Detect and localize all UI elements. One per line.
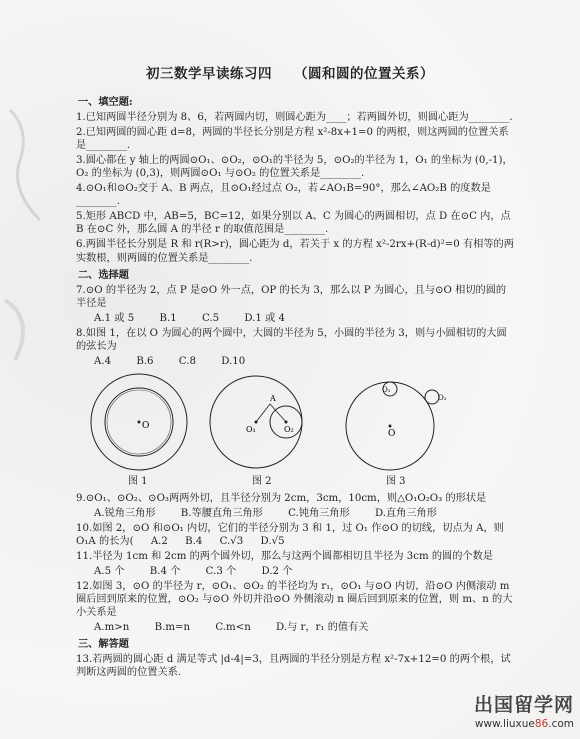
q10-text: 10.如图 2，⊙O 和⊙O₁ 内切，它们的半径分别为 3 和 1，过 O₁ 作⊙O 的切线，切点为 A，则 O₁A 的长为(	[76, 522, 504, 548]
margin-scribble-decoration	[0, 0, 70, 739]
q9-option-c: C.钝角三角形	[288, 507, 350, 519]
q12-option-c: C.m<n	[215, 622, 251, 634]
q10-option-c: C.√3	[219, 536, 244, 548]
figure-2-caption: 图 2	[252, 475, 272, 487]
q7-option-b: B.1	[159, 312, 177, 324]
question-4: 4.⊙O₁和⊙O₂交于 A、B 两点，且⊙O₁经过点 O₂，若∠AO₁B=90°，那么∠AO₂B 的度数是________.	[76, 183, 491, 208]
question-8-options	[76, 355, 516, 368]
fig2-label-a: A	[270, 393, 276, 403]
question-8: 8.如图 1，在以 O 为圆心的两个圆中，大圆的半径为 5，小圆的半径为 3，则与小圆相切的大圆的弦长为	[76, 327, 507, 352]
question-7: 7.⊙O 的半径为 2，点 P 是⊙O 外一点，OP 的长为 3，那么以 P 为圆心，且与⊙O 相切的圆的半径是	[76, 284, 507, 309]
q11-option-d: D.2 个	[261, 566, 293, 578]
q9-option-d: D.直角三角形	[374, 507, 437, 519]
q8-option-c: C.8	[178, 355, 196, 367]
question-5: 5.矩形 ABCD 中，AB=5，BC=12，如果分别以 A、C 为圆心的两圆相切，点 D 在⊙C 内，点 B 在⊙C 外，那么圆 A 的半径 r 的取值范围是________.	[76, 211, 511, 236]
q11-option-a: A.5 个	[94, 566, 125, 578]
title-main: 初三数学早读练习四	[146, 66, 272, 82]
section-choice-heading: 二、选择题	[78, 268, 129, 281]
q12-option-b: B.m=n	[154, 622, 191, 634]
question-11-options	[76, 565, 516, 578]
question-13: 13.若两圆的圆心距 d 满足等式 |d-4|=3，且两圆的半径分别是方程 x²-7x+12=0 的两个根，试判断这两圆的位置关系.	[76, 654, 511, 679]
q12-option-d: D.与 r，r₁ 的值有关	[276, 622, 369, 634]
figure-3-caption: 图 3	[386, 475, 406, 487]
question-9-options	[76, 507, 516, 520]
q12-option-a: A.m>n	[94, 622, 130, 634]
q10-option-b: B.4	[185, 536, 203, 548]
fig1-label-o: O	[142, 420, 150, 431]
page-title	[0, 66, 580, 83]
section-answer-heading: 三、解答题	[78, 638, 129, 651]
question-12: 12.如图 3，⊙O 的半径为 r，⊙O₁、⊙O₂ 的半径均为 r₁，⊙O₁ 与⊙O 内切，沿⊙O 内侧滚动 m 圈后回到原来的位置，⊙O₂ 与⊙O 外切并沿⊙O 外侧滚动 n 圈后回到原来的位置，则 m、n 的大小关系是	[76, 581, 513, 619]
question-9: 9.⊙O₁、⊙O₂、⊙O₃两两外切，且半径分别为 2cm，3cm，10cm，则△O₁O₂O₃ 的形状是	[76, 492, 487, 504]
question-7-options	[76, 312, 516, 325]
site-name-cn: 出国留学网	[473, 694, 574, 717]
q11-option-b: B.4 个	[149, 566, 181, 578]
q9-option-a: A.锐角三角形	[94, 507, 156, 519]
q7-option-c: C.5	[201, 312, 220, 324]
site-url-highlight: 86	[534, 717, 549, 730]
question-1: 1.已知两圆半径分别为 8、6，若两圆内切，则圆心距为____；若两圆外切，则圆心距为________.	[76, 112, 513, 124]
site-url-suffix: .com	[548, 717, 574, 730]
fig3-label-o: O	[388, 428, 396, 439]
q8-option-a: A.4	[94, 355, 112, 367]
question-12-options	[76, 621, 516, 634]
q11-option-c: C.3 个	[205, 566, 237, 578]
title-subtitle: （圆和圆的位置关系）	[294, 66, 434, 82]
q8-option-b: B.6	[136, 355, 154, 367]
question-2: 2.已知两圆的圆心距 d=8，两圆的半径长分别是方程 x²-8x+1=0 的两根，则这两圆的位置关系是________.	[76, 127, 509, 152]
section-fill-heading: 一、填空题:	[78, 96, 133, 108]
figure-1-concentric-circles	[84, 370, 194, 475]
figure-2-internally-tangent-circles	[206, 370, 316, 475]
q10-option-a: A.2	[150, 536, 168, 548]
site-watermark-logo	[474, 693, 574, 731]
q10-option-d: D.√5	[260, 536, 285, 548]
question-11: 11.半径为 1cm 和 2cm 的两个圆外切，那么与这两个圆都相切且半径为 3cm 的圆的个数是	[76, 551, 493, 563]
q9-option-b: B.等腰直角三角形	[180, 507, 263, 519]
site-url-prefix: www.liuxue	[474, 717, 535, 730]
fig3-label-o2: O₂	[438, 393, 447, 402]
fig2-label-o1: O₁	[246, 424, 256, 434]
site-url	[474, 718, 574, 731]
q8-option-d: D.10	[221, 355, 246, 367]
worksheet-content	[76, 92, 516, 682]
fig3-label-o1: O₁	[382, 385, 391, 394]
question-6: 6.两圆半径长分别是 R 和 r(R>r)，圆心距为 d，若关于 x 的方程 x²-2rx+(R-d)²=0 有相等的两实数根，则两圆的位置关系是________.	[76, 239, 514, 264]
question-10	[76, 522, 516, 548]
figure-3-rolling-circles	[338, 370, 458, 475]
q7-option-d: D.1 或 4	[244, 312, 286, 324]
figures-row	[76, 370, 516, 490]
q7-option-a: A.1 或 5	[94, 312, 135, 324]
figure-1-caption: 图 1	[128, 475, 148, 487]
question-3: 3.圆心都在 y 轴上的两圆⊙O₁、⊙O₂，⊙O₁的半径为 5，⊙O₂的半径为 1，O₁ 的坐标为 (0,-1)，O₂ 的坐标为 (0,3)，则两圆⊙O₁ 与⊙O₂ 的位置关系是________.	[76, 155, 513, 180]
fig2-label-o2: O₂	[284, 424, 294, 434]
